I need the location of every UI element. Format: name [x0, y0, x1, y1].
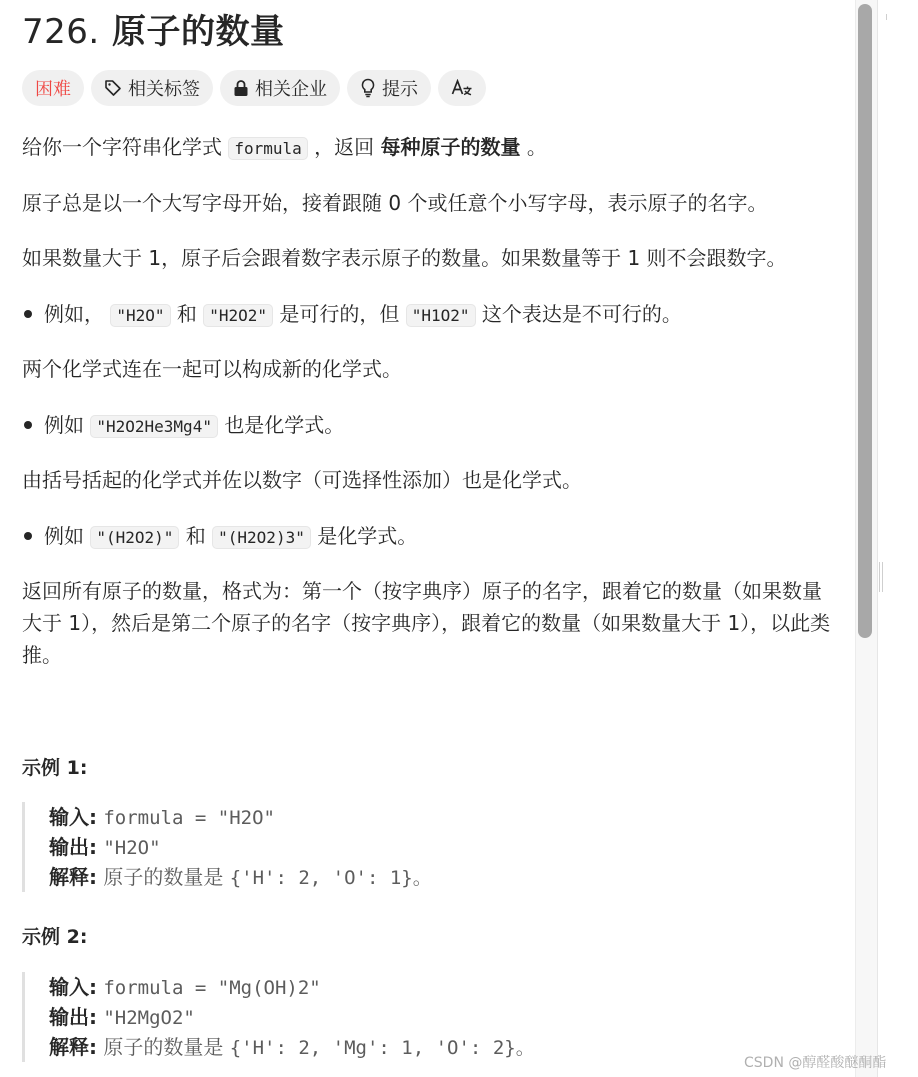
inline-code: formula [228, 137, 307, 160]
hint-button[interactable] [347, 70, 431, 106]
inline-code: "H2O2" [203, 304, 273, 327]
tag-bar [22, 70, 486, 106]
bullet-dot [24, 532, 32, 540]
inline-code: "H1O2" [406, 304, 476, 327]
description-paragraph: 如果数量大于 1，原子后会跟着数字表示原子的数量。如果数量等于 1 则不会跟数字。 [22, 246, 787, 270]
related-tags-label: 相关标签 [128, 79, 200, 100]
example-output: 输出: "H2MgO2" [49, 1005, 195, 1029]
example-explanation: 解释: 原子的数量是 {'H': 2, 'Mg': 1, 'O': 2}。 [49, 1035, 535, 1059]
list-item: 例如， "H2O" 和 "H2O2" 是可行的，但 "H1O2" 这个表达是不可行的。 [22, 298, 682, 332]
inline-code: "(H2O2)" [90, 526, 179, 549]
example-block [22, 972, 535, 1062]
list-item: 例如 "(H2O2)" 和 "(H2O2)3" 是化学式。 [22, 520, 417, 554]
problem-title: 原子的数量 [112, 12, 285, 52]
example-input: 输入: formula = "Mg(OH)2" [49, 975, 321, 999]
inline-code: "H2O" [110, 304, 170, 327]
panel-resize-handle[interactable] [879, 562, 883, 592]
right-panel-edge [877, 0, 918, 1077]
description-paragraph: 返回所有原子的数量，格式为：第一个（按字典序）原子的名字，跟着它的数量（如果数量大于 1），然后是第二个原子的名字（按字典序），跟着它的数量（如果数量大于 1），以此类推。 [22, 579, 831, 667]
translate-icon [451, 79, 473, 97]
hint-label: 提示 [382, 79, 418, 100]
problem-number: 726. [22, 12, 100, 52]
bullet-dot [24, 421, 32, 429]
scrollbar-thumb[interactable] [858, 4, 872, 638]
example-title: 示例 2: [22, 926, 88, 948]
translate-button[interactable] [438, 70, 486, 106]
related-tags-button[interactable] [91, 70, 213, 106]
description-paragraph: 两个化学式连在一起可以构成新的化学式。 [22, 357, 402, 381]
bold-text: 每种原子的数量 [380, 135, 521, 159]
description-paragraph: 原子总是以一个大写字母开始，接着跟随 0 个或任意个小写字母，表示原子的名字。 [22, 191, 768, 215]
difficulty-badge[interactable] [22, 70, 84, 106]
inline-code: "H2O2He3Mg4" [90, 415, 218, 438]
list-item: 例如 "H2O2He3Mg4" 也是化学式。 [22, 409, 344, 443]
example-block [22, 802, 432, 892]
bullet-dot [24, 310, 32, 318]
page-title [22, 4, 285, 53]
panel-divider-mark [886, 14, 887, 20]
watermark: CSDN @醇醛酸醚酮酯 [744, 1055, 887, 1071]
description-paragraph: 由括号括起的化学式并佐以数字（可选择性添加）也是化学式。 [22, 468, 582, 492]
example-input: 输入: formula = "H2O" [49, 805, 275, 829]
example-title: 示例 1: [22, 757, 88, 779]
lock-icon [233, 79, 249, 97]
related-companies-button[interactable] [220, 70, 340, 106]
description-paragraph: 给你一个字符串化学式 formula ，返回 每种原子的数量 。 [22, 135, 547, 159]
lightbulb-icon [360, 78, 376, 98]
inline-code: "(H2O2)3" [212, 526, 311, 549]
related-companies-label: 相关企业 [255, 79, 327, 100]
example-explanation: 解释: 原子的数量是 {'H': 2, 'O': 1}。 [49, 865, 432, 889]
example-output: 输出: "H2O" [49, 835, 161, 859]
tag-icon [104, 79, 122, 97]
difficulty-label: 困难 [35, 79, 71, 100]
